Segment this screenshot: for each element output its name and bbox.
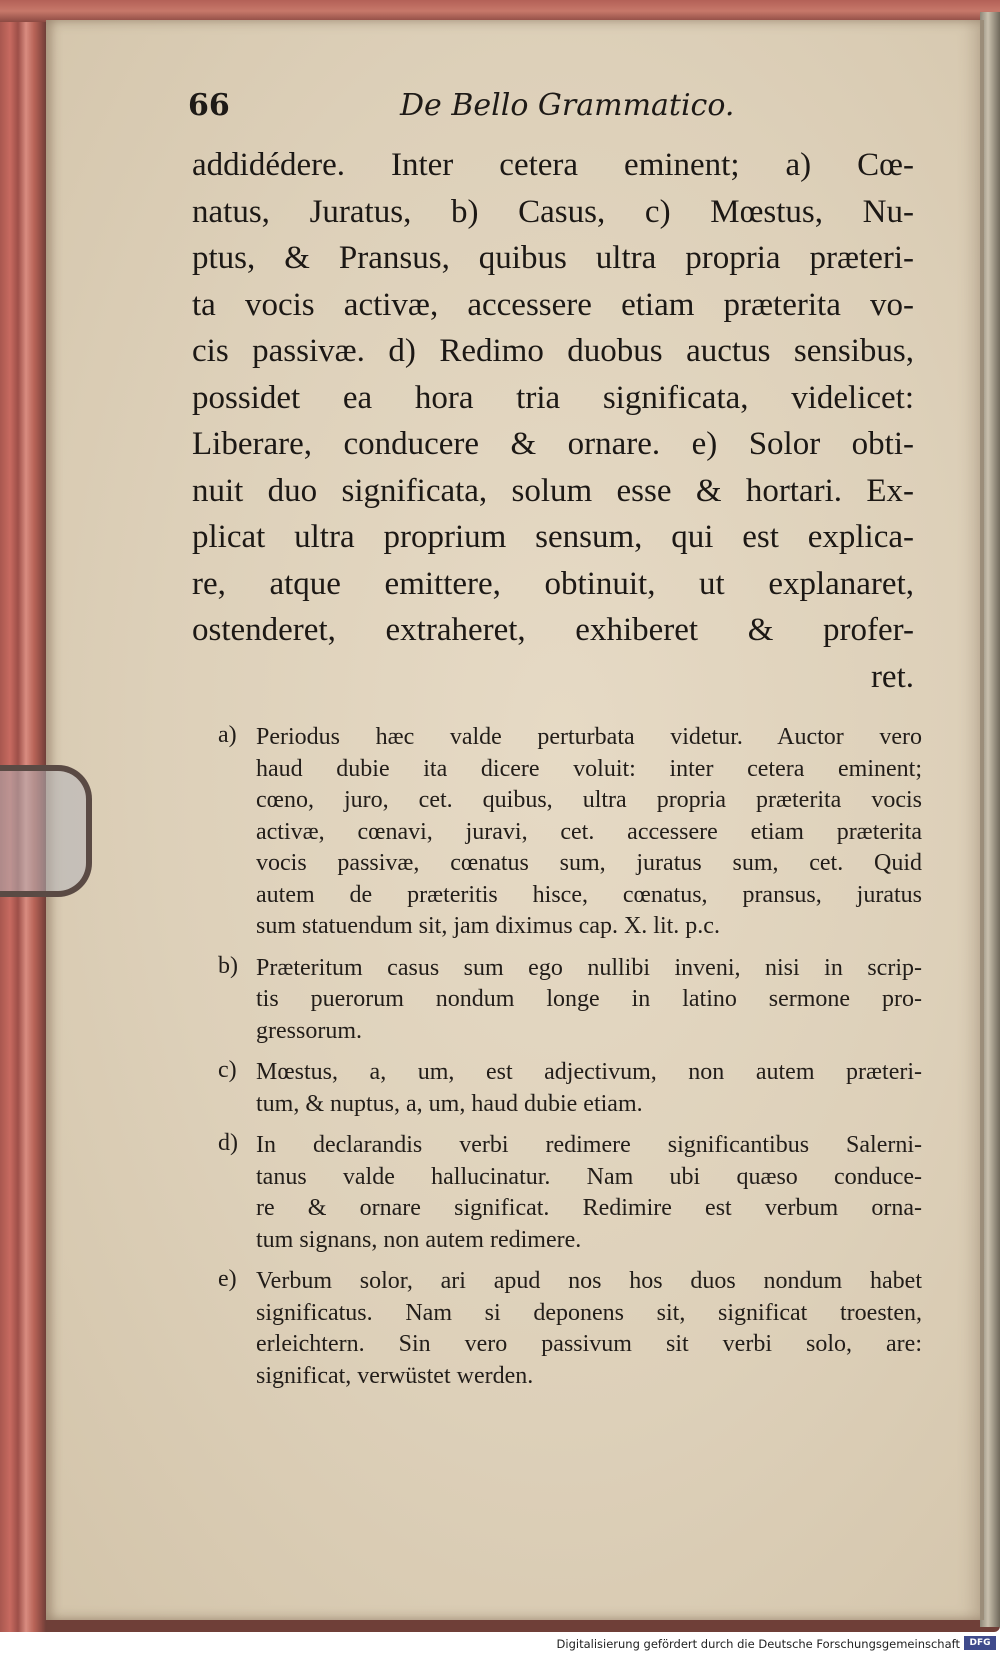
text-line: re, atque emittere, obtinuit, ut explanaret, bbox=[192, 565, 914, 602]
footnote-line: sum statuendum sit, jam diximus cap. X. lit. p.c. bbox=[256, 913, 720, 939]
main-text bbox=[192, 142, 914, 700]
footnote-line: Mœstus, a, um, est adjectivum, non autem præteri- bbox=[256, 1059, 922, 1085]
footnote-d bbox=[218, 1130, 922, 1256]
text-line: plicat ultra proprium sensum, qui est explica- bbox=[192, 519, 914, 555]
page-clip bbox=[0, 765, 92, 897]
footnote-line: tum, & nuptus, a, um, haud dubie etiam. bbox=[256, 1090, 643, 1117]
text-line: natus, Juratus, b) Casus, c) Mœstus, Nu- bbox=[192, 193, 914, 230]
page-number: 66 bbox=[188, 88, 230, 123]
footnote-line: vocis passivæ, cœnatus sum, juratus sum, cet. Quid bbox=[256, 850, 922, 876]
footnote-line: tis puerorum nondum longe in latino sermone pro- bbox=[256, 986, 922, 1012]
digitization-footer bbox=[0, 1634, 1000, 1653]
footnote-a bbox=[218, 722, 922, 943]
text-line: nuit duo significata, solum esse & hortari. Ex- bbox=[192, 472, 914, 509]
footnote-line: Periodus hæc valde perturbata videtur. Auctor vero bbox=[256, 724, 922, 750]
footnote-line: erleichtern. Sin vero passivum sit verbi solo, are: bbox=[256, 1331, 922, 1357]
footnote-line: tum signans, non autem redimere. bbox=[256, 1226, 582, 1253]
text-line: ptus, & Pransus, quibus ultra propria præteri- bbox=[192, 240, 914, 276]
footnote-line: significat, verwüstet werden. bbox=[256, 1362, 534, 1389]
text-line: ret. bbox=[870, 658, 914, 695]
footnote-line: gressorum. bbox=[256, 1017, 362, 1044]
footnote-line: significatus. Nam si deponens sit, significat troesten, bbox=[256, 1299, 922, 1326]
footnote-c bbox=[218, 1057, 922, 1120]
running-title: De Bello Grammatico. bbox=[400, 88, 735, 123]
footnote-line: tanus valde hallucinatur. Nam ubi quæso conduce- bbox=[256, 1163, 922, 1190]
footnote-label: e) bbox=[218, 1266, 237, 1292]
footer-credit: Digitalisierung gefördert durch die Deutsche Forschungsgemeinschaft bbox=[556, 1637, 960, 1651]
footnote-body bbox=[256, 722, 922, 943]
text-line: ostenderet, extraheret, exhiberet & profer- bbox=[192, 612, 914, 648]
book-top-edge bbox=[0, 0, 1000, 22]
footnote-e bbox=[218, 1266, 922, 1392]
footnote-body bbox=[256, 1130, 922, 1256]
dfg-logo: DFG bbox=[964, 1636, 996, 1650]
footnote-label: a) bbox=[218, 722, 237, 748]
footnote-line: autem de præteritis hisce, cœnatus, pransus, juratus bbox=[256, 881, 922, 908]
text-line: Liberare, conducere & ornare. e) Solor obti- bbox=[192, 426, 914, 462]
text-line: addidédere. Inter cetera eminent; a) Cœ- bbox=[192, 147, 914, 183]
footnote-label: d) bbox=[218, 1130, 238, 1156]
page-header bbox=[188, 88, 928, 136]
footnote-line: Verbum solor, ari apud nos hos duos nondum habet bbox=[256, 1268, 922, 1294]
footnote-line: haud dubie ita dicere voluit: inter cetera eminent; bbox=[256, 755, 922, 782]
text-line: possidet ea hora tria significata, videlicet: bbox=[192, 379, 914, 416]
footnote-line: activæ, cœnavi, juravi, cet. accessere etiam præterita bbox=[256, 818, 922, 845]
footnote-body bbox=[256, 953, 922, 1048]
footnote-b bbox=[218, 952, 922, 1048]
footnote-line: Præteritum casus sum ego nullibi inveni, nisi in scrip- bbox=[256, 954, 922, 981]
text-line: ta vocis activæ, accessere etiam præterita vo- bbox=[192, 286, 914, 323]
footnote-line: cœno, juro, cet. quibus, ultra propria præterita vocis bbox=[256, 787, 922, 813]
text-line: cis passivæ. d) Redimo duobus auctus sensibus, bbox=[192, 333, 914, 369]
footnotes bbox=[218, 722, 922, 1402]
footnote-body bbox=[256, 1057, 922, 1120]
footnote-body bbox=[256, 1266, 922, 1392]
footnote-line: In declarandis verbi redimere significantibus Salerni- bbox=[256, 1132, 922, 1158]
footnote-label: c) bbox=[218, 1057, 237, 1083]
footnote-label: b) bbox=[218, 952, 238, 979]
footnote-line: re & ornare significat. Redimire est verbum orna- bbox=[256, 1195, 922, 1221]
